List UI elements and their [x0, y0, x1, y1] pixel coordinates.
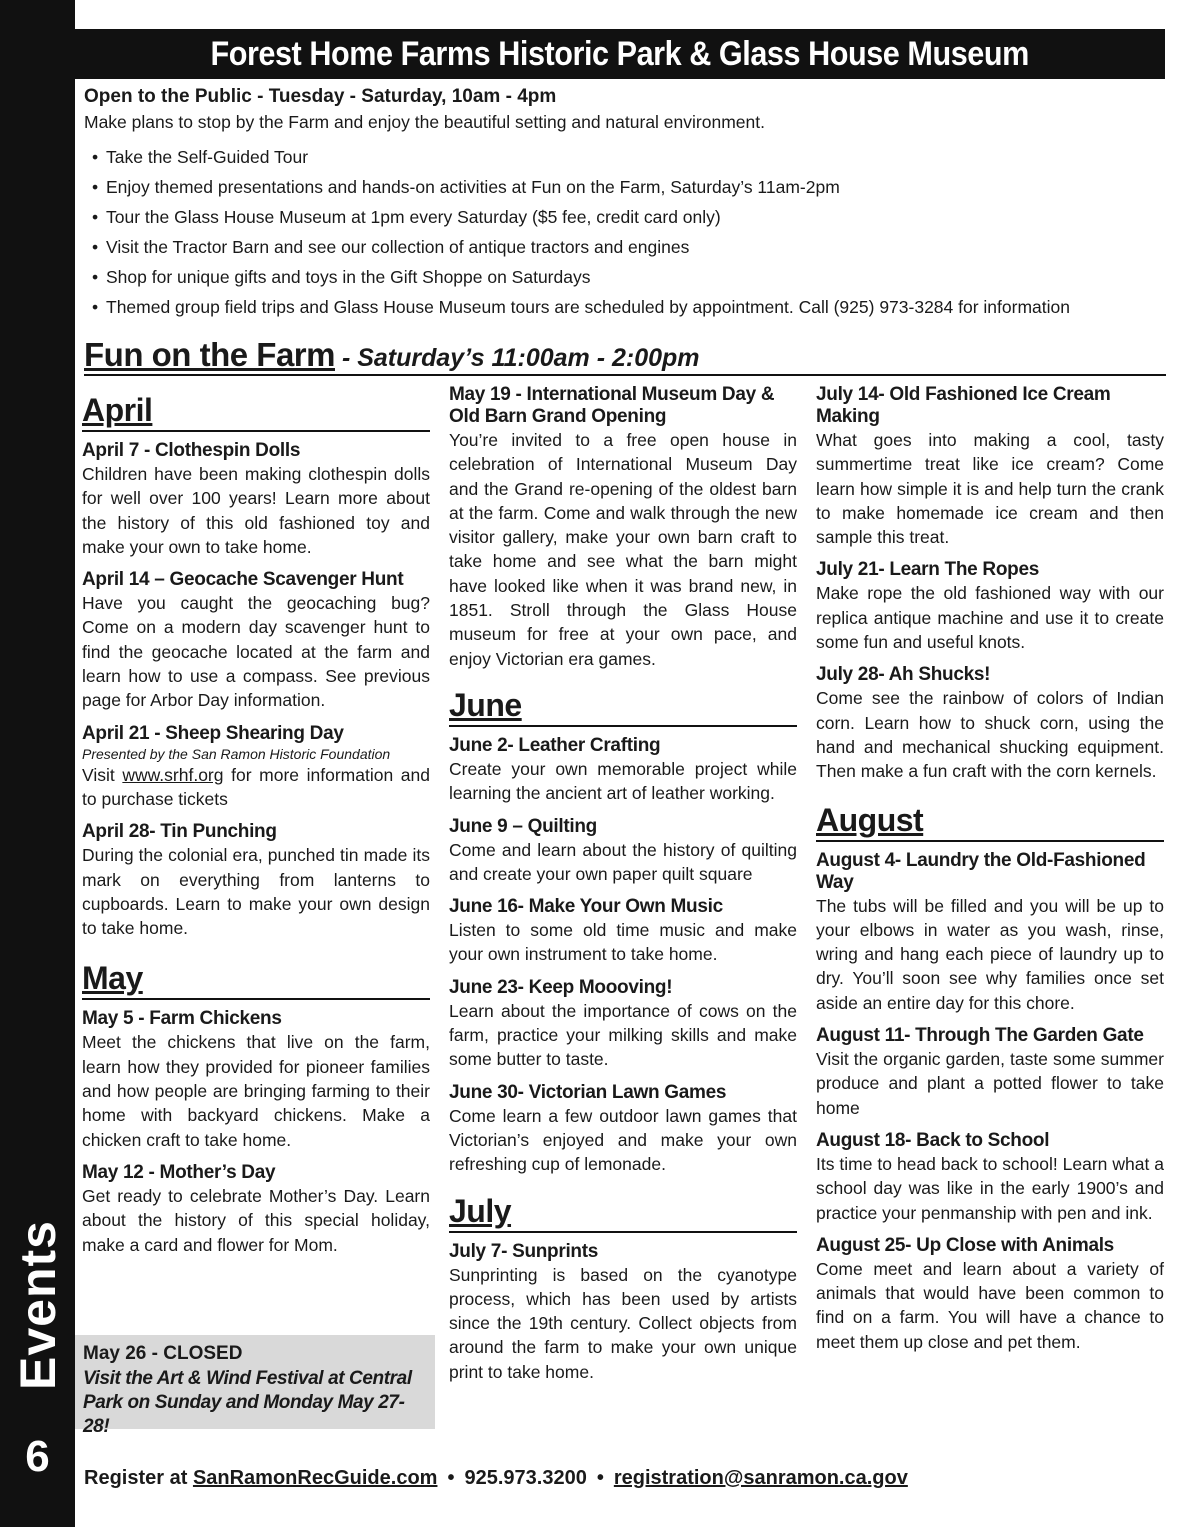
list-item: • Themed group field trips and Glass House Museum tours are scheduled by appointment. Call (925) 973-3284 for information [92, 297, 1070, 317]
column-3 [816, 384, 1164, 1364]
event-june-23: June 23- Keep Moooving! Learn about the importance of cows on the farm, practice your milking skills and make some butter to taste. [449, 976, 797, 1070]
event-may-5: May 5 - Farm Chickens Meet the chickens that live on the farm, learn how they provided for pioneer families and how people are bringing farming to their home with backyard chickens. Make a chicken craft to take home. [82, 1008, 430, 1150]
open-hours: Open to the Public - Tuesday - Saturday, 10am - 4pm [84, 86, 557, 107]
page-title: Forest Home Farms Historic Park & Glass House Museum [210, 34, 1030, 73]
event-april-14: April 14 – Geocache Scavenger Hunt Have you caught the geocaching bug? Come on a modern day scavenger hunt to find the geocache located at the farm and learn how to use a compass. See previous page for Arbor Day information. [82, 569, 430, 711]
month-heading-june: June [449, 685, 797, 727]
event-august-4: August 4- Laundry the Old-Fashioned Way The tubs will be filled and you will be up to your elbows in water as you wash, rinse, wring and hang each piece of laundry up to dry. You’ll soon see why families once set aside an entire day for this chore. [816, 849, 1164, 1013]
closed-notice: May 26 - CLOSED Visit the Art & Wind Festival at Central Park on Sunday and Monday May 27-28! [75, 1335, 435, 1429]
feature-list [84, 142, 1164, 322]
event-june-9: June 9 – Quilting Come and learn about the history of quilting and create your own paper quilt square [449, 815, 797, 884]
event-july-7: July 7- Sunprints Sunprinting is based on the cyanotype process, which has been used by artists since the 19th century. Collect objects from around the farm to make your own unique print to take home. [449, 1240, 797, 1382]
list-item: • Visit the Tractor Barn and see our collection of antique tractors and engines [92, 237, 690, 257]
event-april-28: April 28- Tin Punching During the colonial era, punched tin made its mark on everything from lanterns to cupboards. Learn to make your own design to take home. [82, 821, 430, 939]
fun-on-the-farm-heading: Fun on the Farm - Saturday’s 11:00am - 2:00pm [84, 336, 1166, 376]
list-item: • Tour the Glass House Museum at 1pm every Saturday ($5 fee, credit card only) [92, 207, 721, 227]
footer: Register at SanRamonRecGuide.com • 925.973.3200 • registration@sanramon.ca.gov [84, 1467, 908, 1489]
intro-section [84, 84, 1164, 322]
event-july-14: July 14- Old Fashioned Ice Cream Making What goes into making a cool, tasty summertime treat like ice cream? Come learn how simple it is and help turn the crank to make homemade ice cream and then sample this treat. [816, 384, 1164, 548]
month-heading-july: July [449, 1191, 797, 1233]
month-heading-august: August [816, 800, 1164, 842]
event-july-28: July 28- Ah Shucks! Come see the rainbow of colors of Indian corn. Learn how to shuck corn, using the hand and mechanical shucking equipment. Then make a fun craft with the corn kernels. [816, 664, 1164, 782]
list-item: • Shop for unique gifts and toys in the Gift Shoppe on Saturdays [92, 267, 591, 287]
event-august-25: August 25- Up Close with Animals Come meet and learn about a variety of animals that would have been common to find on a farm. You will have a chance to meet them up close and pet them. [816, 1234, 1164, 1352]
list-item: • Take the Self-Guided Tour [92, 147, 309, 167]
section-label: Events [10, 1220, 66, 1390]
email-link[interactable]: registration@sanramon.ca.gov [613, 1467, 908, 1489]
event-april-7: April 7 - Clothespin Dolls Children have been making clothespin dolls for well over 100 years! Learn more about the history of this old fashioned toy and make your own to take home. [82, 440, 430, 557]
intro-text: Make plans to stop by the Farm and enjoy the beautiful setting and natural environment. [84, 112, 765, 132]
event-june-30: June 30- Victorian Lawn Games Come learn a few outdoor lawn games that Victorian’s enjoyed and make your own refreshing cup of lemonade. [449, 1081, 797, 1175]
event-may-12: May 12 - Mother’s Day Get ready to celebrate Mother’s Day. Learn about the history of this special holiday, make a card and flower for Mom. [82, 1161, 430, 1255]
event-may-19: May 19 - International Museum Day & Old Barn Grand Opening You’re invited to a free open house in celebration of International Museum Day and the Grand re-opening of the oldest barn at the farm. Come and walk through the new visitor gallery, make your own barn craft to take home and see what the barn might have looked like when it was brand new, in 1851. Stroll through the Glass House museum for free at your own pace, and enjoy Victorian era games. [449, 384, 797, 669]
column-1 [82, 384, 430, 1267]
event-august-11: August 11- Through The Garden Gate Visit the organic garden, taste some summer produce and plant a potted flower to take home [816, 1025, 1164, 1118]
column-2 [449, 384, 797, 1394]
phone-number: 925.973.3200 [464, 1467, 587, 1489]
event-june-2: June 2- Leather Crafting Create your own memorable project while learning the ancient art of leather working. [449, 734, 797, 804]
srhf-link[interactable]: www.srhf.org [122, 764, 224, 785]
page-number: 6 [25, 1432, 50, 1481]
month-heading-may: May [82, 958, 430, 1000]
month-heading-april: April [82, 390, 430, 432]
event-august-18: August 18- Back to School Its time to head back to school! Learn what a school day was like in the early 1900’s and practice your penmanship with pen and ink. [816, 1129, 1164, 1223]
website-link[interactable]: SanRamonRecGuide.com [192, 1467, 438, 1489]
event-june-16: June 16- Make Your Own Music Listen to some old time music and make your own instrument to take home. [449, 896, 797, 965]
event-july-21: July 21- Learn The Ropes Make rope the old fashioned way with our replica antique machine and use it to create some fun and useful knots. [816, 559, 1164, 653]
title-banner [75, 29, 1165, 79]
list-item: • Enjoy themed presentations and hands-on activities at Fun on the Farm, Saturday’s 11am-2pm [92, 177, 840, 197]
event-april-21: April 21 - Sheep Shearing Day Presented by the San Ramon Historic Foundation Visit www.srhf.org for more information and to purchase tickets [82, 722, 430, 809]
